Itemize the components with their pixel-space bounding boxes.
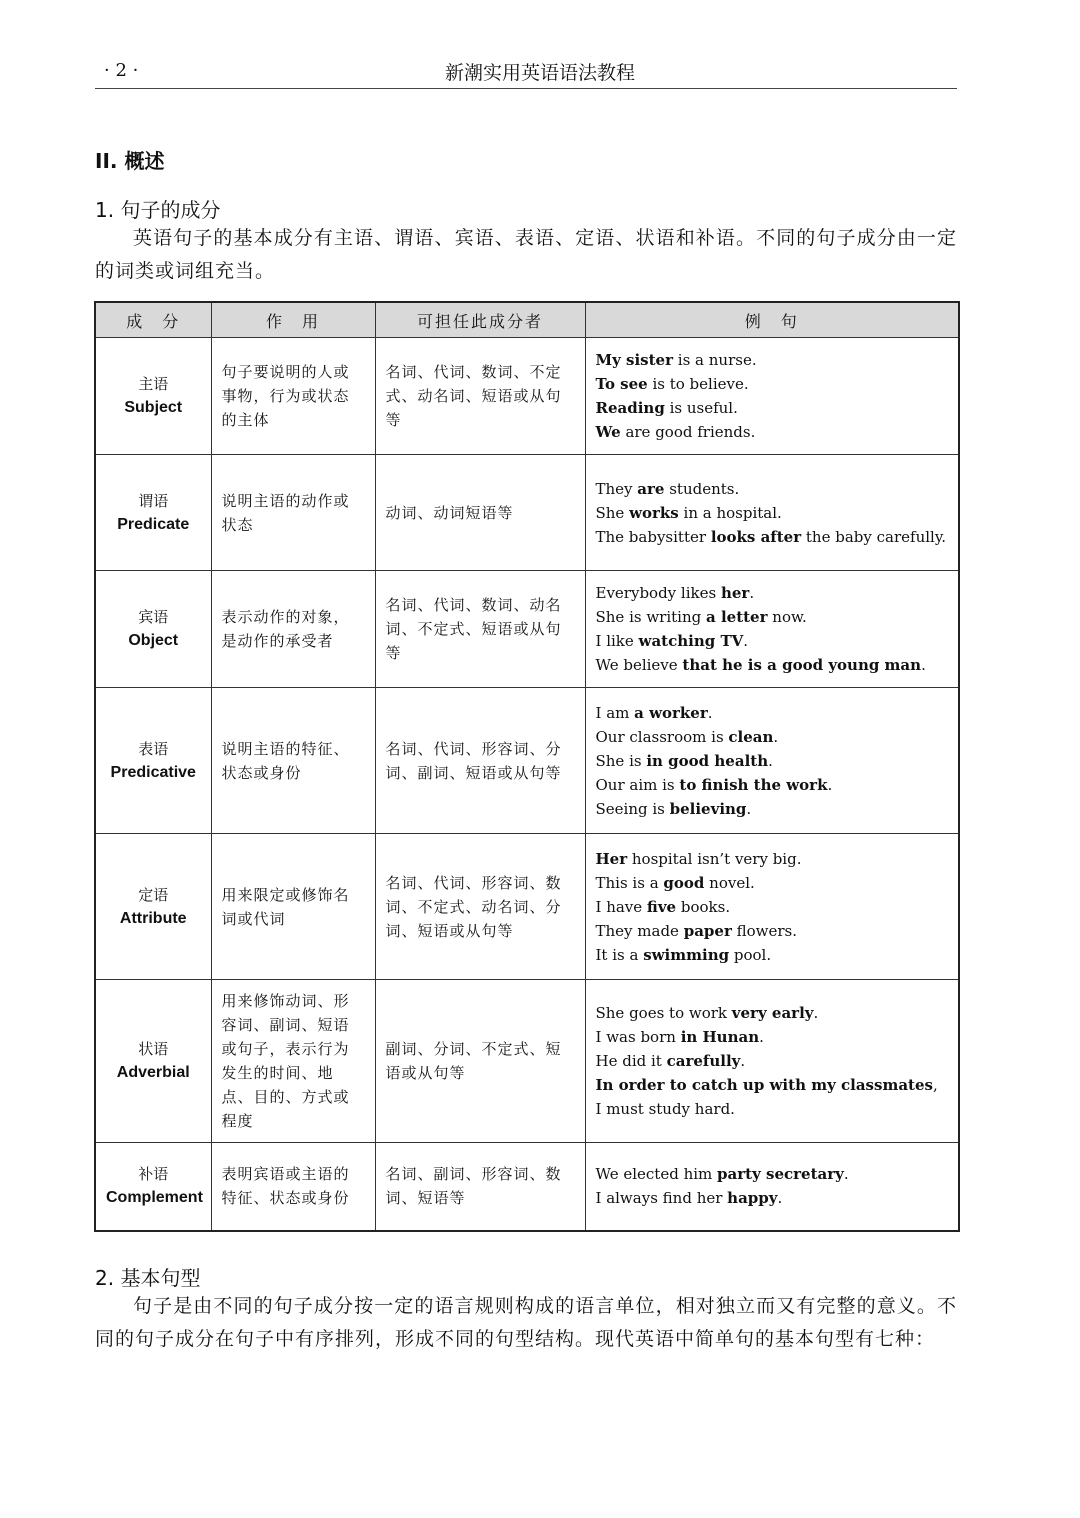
example-highlight: believing (669, 799, 747, 818)
example-text: It is a (595, 945, 644, 964)
table-row (95, 571, 959, 688)
example-text: . (759, 1028, 764, 1046)
example-text: . (749, 584, 755, 602)
example-highlight: good (663, 873, 705, 892)
example-text: I like (595, 632, 639, 650)
function-cell: 表示动作的对象，是动作的承受者 (211, 571, 375, 688)
subsection-1-title: 1. 句子的成分 (95, 198, 221, 222)
function-cell: 用来修饰动词、形容词、副词、短语或句子，表示行为发生的时间、地点、目的、方式或程度 (211, 980, 375, 1143)
example-text: . (777, 1189, 783, 1208)
example-text: She (595, 503, 630, 522)
examples-cell (585, 688, 959, 834)
table-body (95, 338, 959, 1231)
example-text: . (743, 632, 749, 650)
component-english: Predicate (117, 515, 190, 533)
example-text: . (707, 703, 713, 722)
example-highlight: paper (683, 921, 732, 940)
example-sentence (596, 725, 949, 749)
subsection-2-title: 2. 基本句型 (95, 1266, 201, 1290)
example-text: is useful. (664, 399, 738, 417)
example-text: . (768, 751, 773, 770)
example-highlight: Reading (595, 399, 665, 417)
example-highlight: a letter (706, 608, 768, 626)
example-text: students. (664, 479, 740, 498)
examples-cell (585, 571, 959, 688)
component-english: Subject (124, 399, 183, 416)
subsection-1-paragraph: 英语句子的基本成分有主语、谓语、宾语、表语、定语、状语和补语。不同的句子成分由一定的词类或词组充当。 (95, 227, 957, 282)
component-chinese: 宾语 (138, 608, 169, 626)
example-highlight: swimming (643, 945, 730, 964)
example-highlight: watching TV (638, 632, 744, 650)
example-text: They (595, 479, 638, 498)
example-highlight: a worker (634, 703, 708, 722)
example-sentence (596, 773, 949, 797)
example-sentence (596, 1162, 949, 1186)
example-sentence (596, 919, 949, 943)
component-chinese: 表语 (138, 739, 169, 758)
example-text: Our aim is (595, 775, 680, 794)
header-examples: 例 句 (585, 302, 959, 338)
example-text: hospital isn’t very big. (627, 849, 802, 868)
example-text: . (843, 1165, 849, 1184)
example-sentence (596, 1073, 949, 1121)
example-text: He did it (595, 1052, 667, 1070)
example-text: is to believe. (647, 375, 749, 393)
example-highlight: In order to catch up with my classmates (595, 1076, 933, 1094)
example-highlight: works (629, 503, 679, 522)
example-highlight: in good health (646, 751, 769, 770)
component-cell (95, 338, 211, 455)
header-word-classes: 可担任此成分者 (375, 302, 585, 338)
example-text: Seeing is (595, 799, 670, 818)
example-highlight: We (595, 423, 621, 441)
component-chinese: 状语 (138, 1040, 169, 1058)
example-highlight: to finish the work (679, 775, 828, 794)
example-sentence (596, 581, 949, 605)
example-highlight: five (646, 897, 677, 916)
component-chinese: 主语 (138, 375, 169, 393)
table-row (95, 834, 959, 980)
example-text: the baby carefully. (801, 527, 947, 546)
example-text: Our classroom is (595, 727, 729, 746)
table-header-row (95, 302, 959, 338)
example-highlight: party secretary (717, 1165, 844, 1184)
example-text: I was born (595, 1028, 681, 1046)
book-title: 新潮实用英语语法教程 (444, 62, 635, 84)
example-sentence (596, 701, 949, 725)
examples-cell (585, 834, 959, 980)
example-sentence (596, 895, 949, 919)
word-classes-cell: 副词、分词、不定式、短语或从句等 (375, 980, 585, 1143)
table-row (95, 338, 959, 455)
word-classes-cell: 名词、副词、形容词、数词、短语等 (375, 1143, 585, 1231)
example-text: in a hospital. (678, 503, 782, 522)
example-sentence (596, 348, 949, 372)
component-chinese: 补语 (138, 1165, 169, 1184)
example-sentence (596, 943, 949, 967)
example-highlight: happy (727, 1189, 778, 1208)
example-sentence (596, 1049, 949, 1073)
component-english: Object (128, 632, 179, 649)
example-highlight: To see (595, 375, 648, 393)
example-highlight: Her (595, 849, 628, 868)
header-function: 作 用 (211, 302, 375, 338)
example-text: . (813, 1004, 819, 1022)
sentence-components-table (94, 301, 960, 1232)
table-row (95, 980, 959, 1143)
example-text: is a nurse. (673, 351, 757, 369)
example-highlight: very early (731, 1004, 814, 1022)
example-text: We believe (595, 656, 683, 674)
example-text: novel. (704, 873, 755, 892)
header-component: 成 分 (95, 302, 211, 338)
page-number: · 2 · (104, 60, 139, 81)
word-classes-cell: 动词、动词短语等 (375, 455, 585, 571)
example-text: Everybody likes (595, 584, 721, 602)
component-cell (95, 1143, 211, 1231)
example-sentence (596, 605, 949, 629)
example-highlight: My sister (595, 351, 674, 369)
word-classes-cell: 名词、代词、形容词、数词、不定式、动名词、分词、短语或从句等 (375, 834, 585, 980)
example-text: . (746, 799, 752, 818)
component-english: Adverbial (116, 1064, 190, 1081)
function-cell: 说明主语的动作或状态 (211, 455, 375, 571)
component-english: Attribute (119, 909, 187, 927)
example-text: The babysitter (595, 527, 711, 546)
example-sentence (596, 420, 949, 444)
component-cell (95, 688, 211, 834)
function-cell: 用来限定或修饰名词或代词 (211, 834, 375, 980)
example-text: I always find her (595, 1189, 728, 1208)
example-highlight: carefully (666, 1052, 741, 1070)
example-text: She is (595, 751, 647, 770)
word-classes-cell: 名词、代词、数词、动名词、不定式、短语或从句等 (375, 571, 585, 688)
example-highlight: clean (728, 727, 774, 746)
component-english: Complement (106, 1189, 203, 1207)
table-row (95, 1143, 959, 1231)
component-cell (95, 980, 211, 1143)
section-heading: II. 概述 (95, 149, 165, 173)
example-text: This is a (595, 873, 664, 892)
example-sentence (596, 396, 949, 420)
example-sentence (596, 749, 949, 773)
subsection-2-paragraph: 句子是由不同的句子成分按一定的语言规则构成的语言单位，相对独立而又有完整的意义。不同的句子成分在句子中有序排列，形成不同的句型结构。现代英语中简单句的基本句型有七种： (95, 1295, 957, 1350)
component-cell (95, 571, 211, 688)
examples-cell (585, 980, 959, 1143)
function-cell: 说明主语的特征、状态或身份 (211, 688, 375, 834)
example-sentence (596, 1186, 949, 1210)
component-cell (95, 455, 211, 571)
examples-cell (585, 455, 959, 571)
example-sentence (596, 525, 949, 549)
component-cell (95, 834, 211, 980)
example-sentence (596, 629, 949, 653)
word-classes-cell: 名词、代词、形容词、分词、副词、短语或从句等 (375, 688, 585, 834)
component-chinese: 谓语 (138, 491, 169, 510)
example-sentence (596, 797, 949, 821)
table-row (95, 688, 959, 834)
example-text: . (827, 775, 833, 794)
example-text: now. (767, 608, 807, 626)
example-text: I have (595, 897, 647, 916)
example-sentence (596, 871, 949, 895)
example-sentence (596, 501, 949, 525)
example-text: are good friends. (620, 423, 756, 441)
example-text: She is writing (595, 608, 707, 626)
example-highlight: looks after (710, 527, 802, 546)
header-rule (95, 88, 957, 89)
example-sentence (596, 847, 949, 871)
example-sentence (596, 1001, 949, 1025)
example-sentence (596, 477, 949, 501)
examples-cell (585, 338, 959, 455)
example-highlight: that he is a good young man (682, 656, 922, 674)
example-text: We elected him (595, 1165, 718, 1184)
example-text: She goes to work (595, 1004, 732, 1022)
example-highlight: in Hunan (680, 1028, 760, 1046)
example-text: . (773, 727, 779, 746)
example-text: pool. (729, 945, 772, 964)
example-sentence (596, 372, 949, 396)
table-row (95, 455, 959, 571)
example-text: They made (595, 921, 684, 940)
example-sentence (596, 653, 949, 677)
example-text: I am (595, 703, 635, 722)
examples-cell (585, 1143, 959, 1231)
example-text: books. (676, 897, 731, 916)
component-chinese: 定语 (138, 885, 169, 904)
example-text: flowers. (731, 921, 798, 940)
example-text: . (740, 1052, 746, 1070)
function-cell: 句子要说明的人或事物，行为或状态的主体 (211, 338, 375, 455)
example-sentence (596, 1025, 949, 1049)
example-highlight: her (720, 584, 750, 602)
component-english: Predicative (110, 763, 196, 781)
word-classes-cell: 名词、代词、数词、不定式、动名词、短语或从句等 (375, 338, 585, 455)
function-cell: 表明宾语或主语的特征、状态或身份 (211, 1143, 375, 1231)
example-text: , I must study hard. (595, 1076, 938, 1118)
example-text: . (921, 656, 926, 674)
example-highlight: are (637, 479, 665, 498)
